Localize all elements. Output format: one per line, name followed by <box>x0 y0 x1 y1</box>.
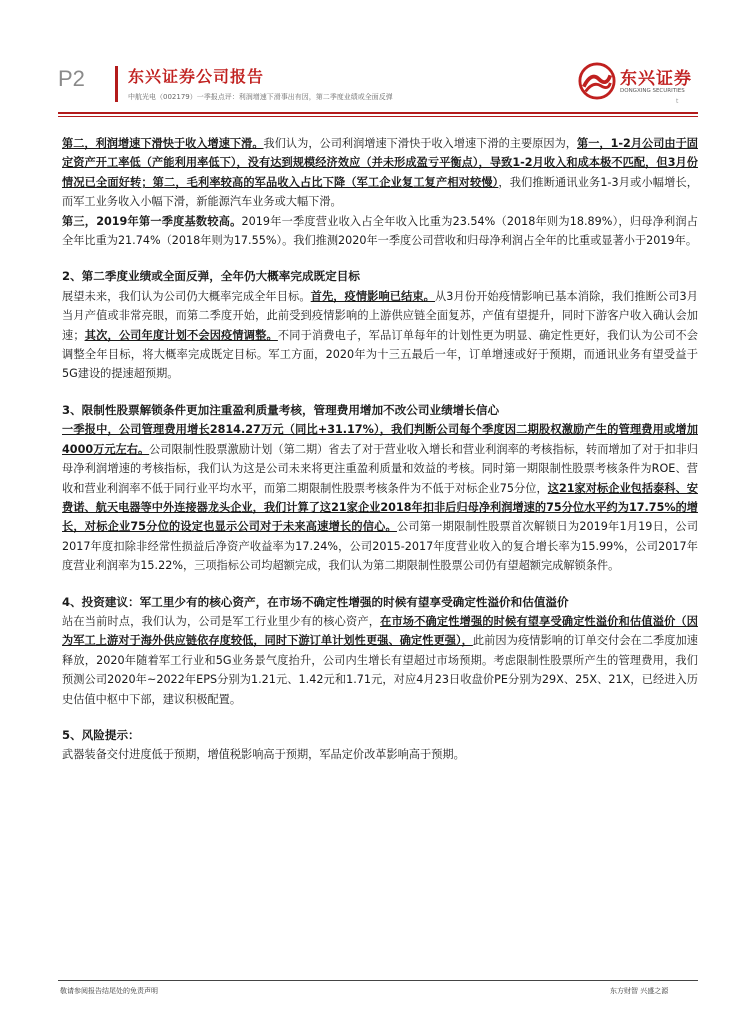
emphasis-text: 首先，疫情影响已结束。 <box>310 289 435 303</box>
body-text: 展望未来，我们认为公司仍大概率完成全年目标。 <box>62 289 311 303</box>
footer-slogan: 东方财智 兴盛之源 <box>610 987 669 995</box>
emphasis-text: 第二，利润增速下滑快于收入增速下滑。 <box>62 137 264 150</box>
paragraph-investment-advice <box>62 612 698 709</box>
logo-chinese-name: 东兴证券 <box>620 69 692 89</box>
emphasis-text: 这21家对标企业包括泰科、安费诺、航天电器等中外连接器龙头企业，我们计算了这21家企业2018年扣非后归母净利润增速的75分位水平约为17.75%的增长，对标企业75分位的设定也显示公司对于未来高速增长的信心。 <box>62 481 698 534</box>
header-rule <box>58 112 698 114</box>
section-heading-4: 4、投资建议：军工里少有的核心资产，在市场不确定性增强的时候有望享受确定性溢价和估值溢价 <box>62 594 569 609</box>
body-text: 公司限制性股票激励计划（第二期）省去了对于营业收入增长和营业利润率的考核指标，转而增加了对于扣非归母净利润增速的考核指标，我们认为这是公司未来将更注重盈利质量和效益的考核。同时第一期限制性股票考核条件为ROE、营收和营业利润率不低于同行业平均水平，而第二期限制性股票考核条件为不低于对标企业75分位， <box>62 442 698 495</box>
section-heading-5: 5、风险提示： <box>62 727 140 742</box>
paragraph-high-base <box>62 212 698 251</box>
paragraph-risk <box>62 745 698 764</box>
paragraph-profit-decline <box>62 134 698 212</box>
company-logo <box>578 62 698 106</box>
body-text: 站在当前时点，我们认为，公司是军工行业里少有的核心资产， <box>62 614 381 628</box>
emphasis-text: 其次，公司年度计划不会因疫情调整。 <box>84 328 278 342</box>
emphasis-text: 第三，2019年第一季度基数较高。 <box>62 214 242 228</box>
section-heading-3: 3、限制性股票解锁条件更加注重盈利质量考核，管理费用增加不改公司业绩增长信心 <box>62 402 500 417</box>
body-text: ，我们推断通讯业务1-3月或小幅增长，而军工业务收入小幅下滑，新能源汽车业务或大幅下滑。 <box>62 175 698 209</box>
header-rule-thin <box>58 116 698 117</box>
page-header <box>0 0 755 110</box>
footer-disclaimer-note: 敬请参阅报告结尾处的免责声明 <box>60 987 158 995</box>
paragraph-stock-incentive <box>62 420 698 575</box>
header-mark: t <box>676 98 679 105</box>
report-subtitle: 中航光电（002179）一季报点评：利润增速下滑事出有因，第二季度业绩或全面反弹 <box>128 93 393 101</box>
body-text: 此前因为疫情影响的订单交付会在二季度加速释放，2020年随着军工行业和5G业务景气度抬升，公司内生增长有望超过市场预期。考虑限制性股票所产生的管理费用，我们预测公司2020年~2022年EPS分别为1.21元、1.42元和1.71元，对应4月23日收盘价PE分别为29X、25X、21X，已经进入历史估值中枢中下部，建议积极配置。 <box>62 634 698 706</box>
emphasis-text: 在市场不确定性增强的时候有望享受确定性溢价和估值溢价（因为军工上游对于海外供应链依存度较低，同时下游订单计划性更强、确定性更强）， <box>62 614 698 648</box>
report-body <box>62 134 698 765</box>
body-text: 公司第一期限制性股票首次解锁日为2019年1月19日，公司2017年度扣除非经常性损益后净资产收益率为17.24%，公司2015-2017年度营业收入的复合增长率为15.99%，公司2017年度营业利润率为15.22%，三项指标公司均超额完成，我们认为第二期限制性股票公司仍有望超额完成解锁条件。 <box>62 520 699 573</box>
body-text: 2019年一季度营业收入占全年收入比重为23.54%（2018年则为18.89%），归母净利润占全年比重为21.74%（2018年则为17.55%）。我们推测2020年一季度公司营收和归母净利润占全年的比重或显著小于2019年。 <box>62 214 698 248</box>
report-title: 东兴证券公司报告 <box>128 67 265 86</box>
paragraph-outlook <box>62 287 698 384</box>
dongxing-logo-icon <box>578 62 616 100</box>
logo-english-name: DONGXING SECURITIES <box>620 88 685 94</box>
body-text: 武器装备交付进度低于预期，增值税影响高于预期，军品定价改革影响高于预期。 <box>62 748 465 762</box>
header-divider <box>115 66 118 102</box>
body-text: 从3月份开始疫情影响已基本消除，我们推断公司3月当月产值或非常亮眼，而第二季度开始，此前受到疫情影响的上游供应链全面复苏，产值有望提升，同时下游客户收入确认会加速； <box>62 289 698 342</box>
body-text: 我们认为，公司利润增速下滑快于收入增速下滑的主要原因为， <box>263 137 578 150</box>
section-heading-2: 2、第二季度业绩或全面反弹，全年仍大概率完成既定目标 <box>62 269 360 284</box>
emphasis-text: 一季报中，公司管理费用增长2814.27万元（同比+31.17%），我们判断公司每个季度因二期股权激励产生的管理费用或增加4000万元左右。 <box>62 423 698 456</box>
emphasis-text: 第一，1-2月公司由于固定资产开工率低（产能利用率低下），没有达到规模经济效应（并未形成盈亏平衡点），导致1-2月收入和成本极不匹配，但3月份情况已全面好转；第二，毛利率较高的军品收入占比下降（军工企业复工复产相对较慢） <box>62 137 698 189</box>
page-number: P2 <box>58 66 85 91</box>
body-text: 不同于消费电子，军品订单每年的计划性更为明显、确定性更好，我们认为公司不会调整全年目标，将大概率完成既定目标。军工方面，2020年为十三五最后一年，订单增速或好于预期，而通讯业务有望受益于5G建设的提速超预期。 <box>62 328 698 381</box>
footer-rule <box>58 980 698 981</box>
